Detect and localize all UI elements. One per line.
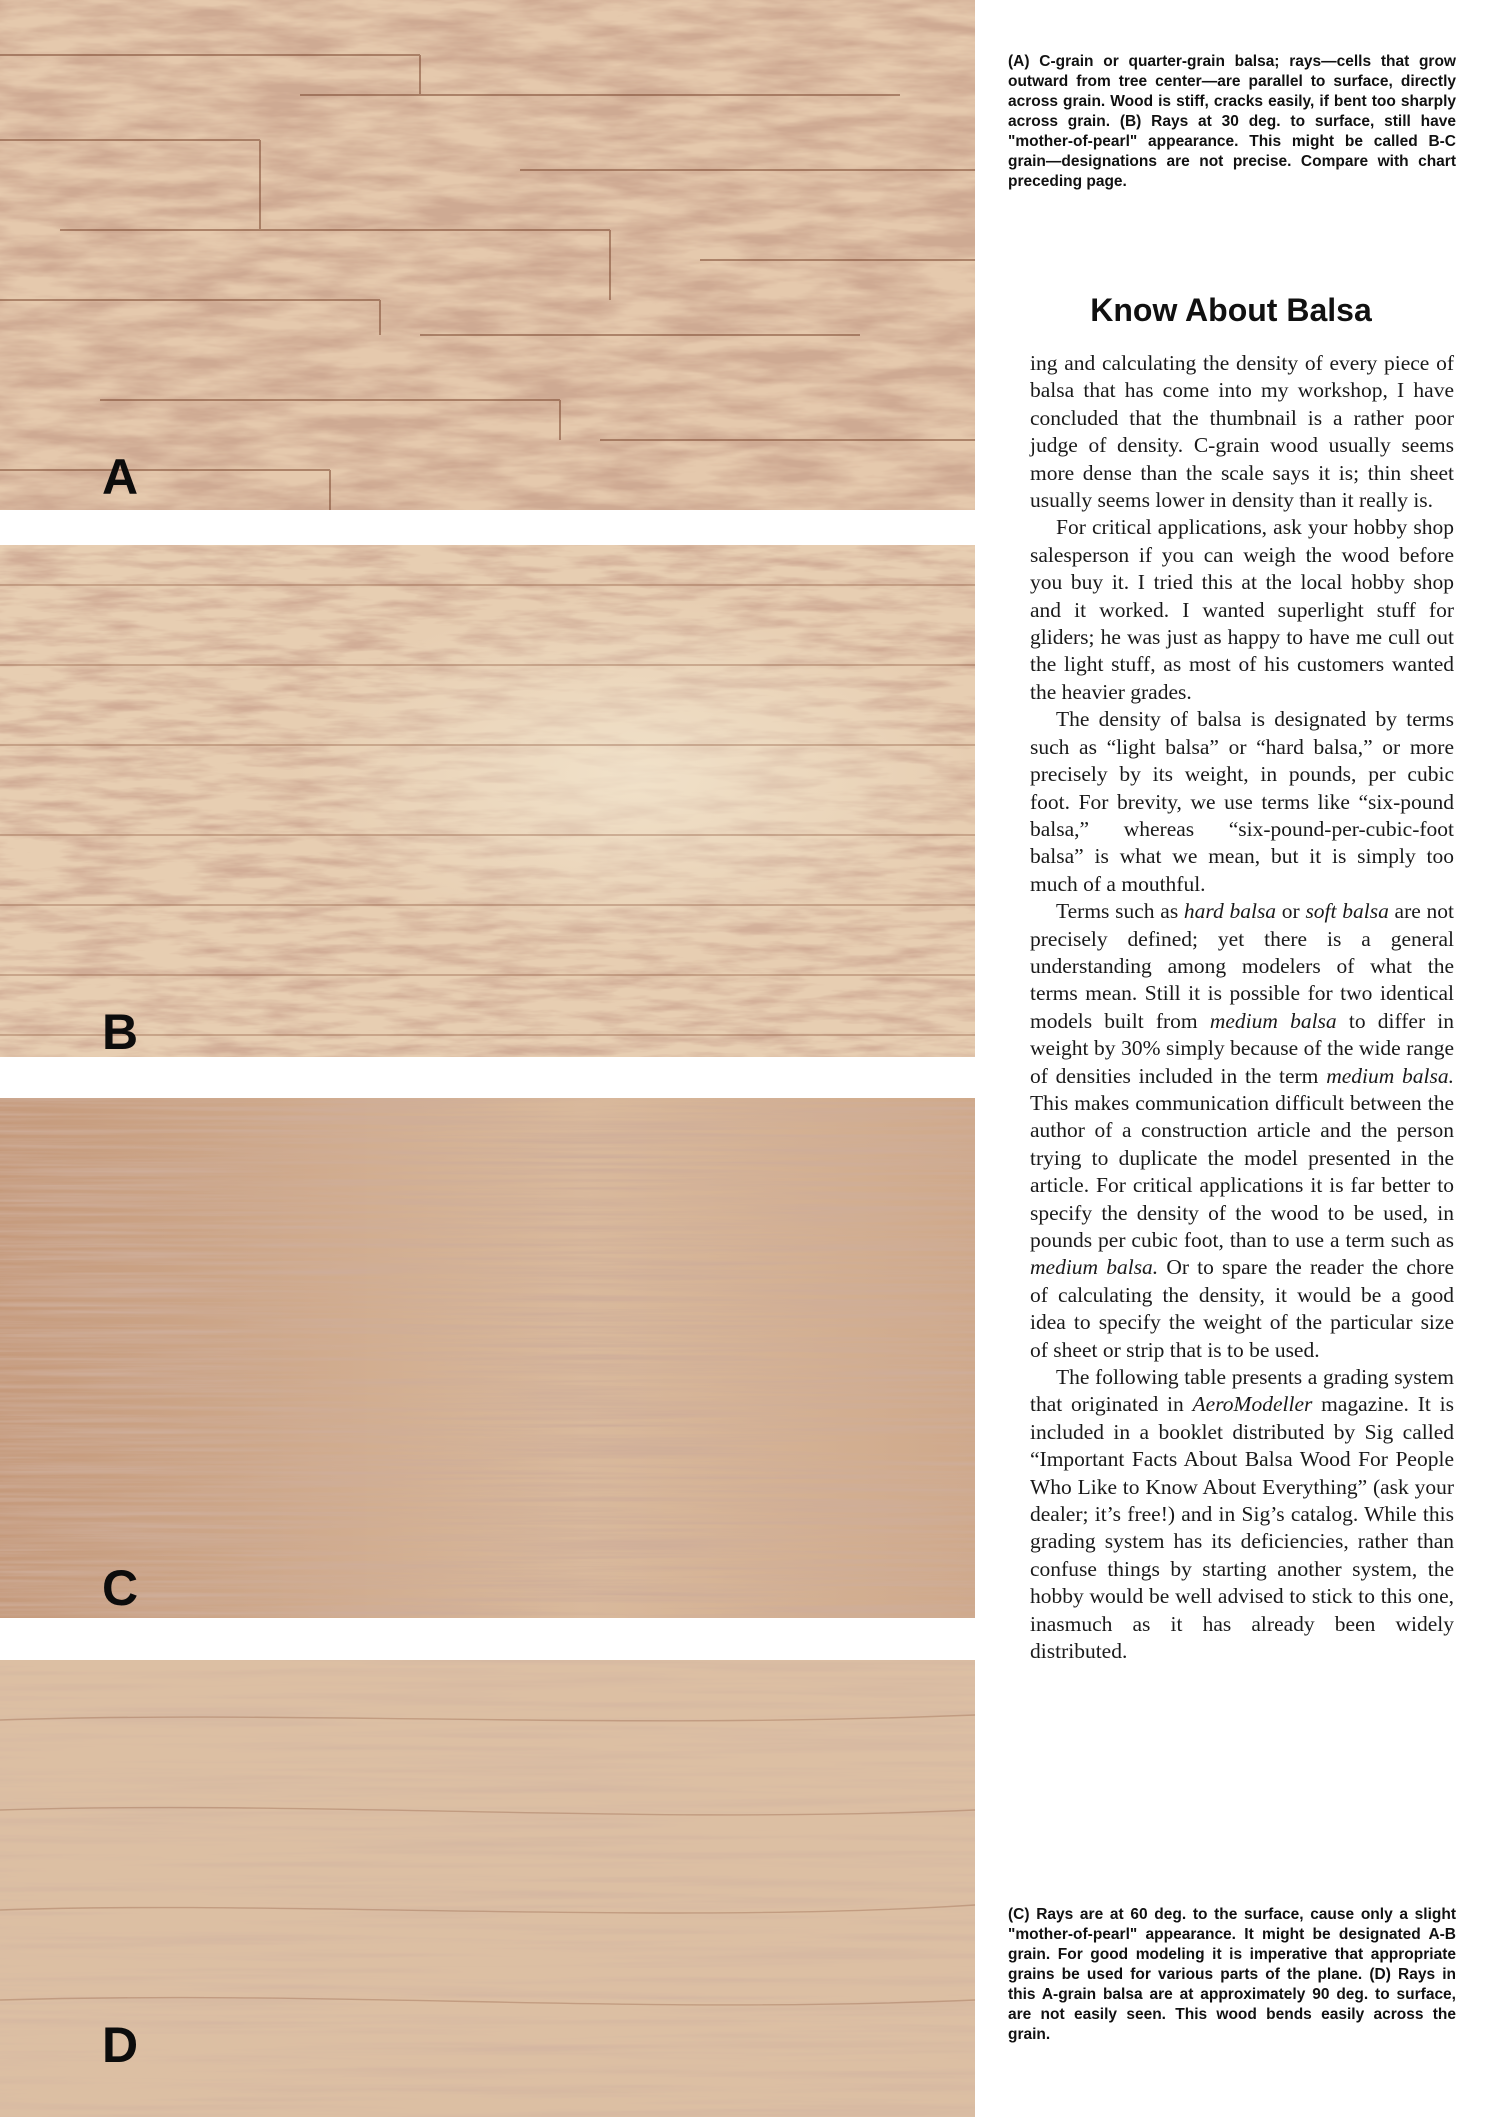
paragraph-3: The density of balsa is designated by terms such as “light balsa” or “hard balsa,” or more precisely by its weight, in pounds, per cubic foot. For brevity, we use terms like “six-pound balsa,” whereas “six-pound-per-cubic-foot balsa” is what we mean, but it is simply too much of a mouthful. bbox=[1030, 707, 1454, 896]
photo-c-ab-grain-balsa bbox=[0, 1098, 975, 1618]
wood-texture-d bbox=[0, 1660, 975, 2117]
caption-top: (A) C-grain or quarter-grain balsa; rays—cells that grow outward from tree center—are parallel to surface, directly across grain. Wood is stiff, cracks easily, if bent too sharply across grain. (B) Rays at 30 deg. to surface, still have "mother-of-pearl" appearance. This might be called B-C grain—designations are not precise. Compare with chart preceding page. bbox=[1008, 53, 1456, 190]
article-body bbox=[1030, 350, 1454, 1666]
photo-label-a: A bbox=[102, 449, 139, 505]
paragraph-4: Terms such as hard balsa or soft balsa are not precisely defined; yet there is a general understanding among modelers of what the terms mean. Still it is possible for two identical models built from medium balsa to differ in weight by 30% simply because of the wide range of densities included in the term medium balsa. This makes communication difficult between the author of a construction article and the person trying to duplicate the model presented in the article. For critical applications it is far better to specify the density of the wood to be used, in pounds per cubic foot, than to use a term such as medium balsa. Or to spare the reader the chore of calculating the density, it would be a good idea to specify the weight of the particular size of sheet or strip that is to be used. bbox=[1030, 899, 1454, 1362]
wood-texture-b bbox=[0, 545, 975, 1057]
photo-a-c-grain-balsa bbox=[0, 0, 975, 510]
photo-b-bc-grain-balsa bbox=[0, 545, 975, 1057]
wood-texture-a bbox=[0, 0, 975, 510]
photo-d-a-grain-balsa bbox=[0, 1660, 975, 2117]
caption-bottom: (C) Rays are at 60 deg. to the surface, cause only a slight "mother-of-pearl" appearance. It might be designated A-B grain. For good modeling it is imperative that appropriate grains be used for various parts of the plane. (D) Rays in this A-grain balsa are at approximately 90 deg. to surface, are not easily seen. This wood bends easily across the grain. bbox=[1008, 1906, 1456, 2043]
photo-label-c: C bbox=[102, 1560, 139, 1616]
paragraph-2: For critical applications, ask your hobby shop salesperson if you can weigh the wood before you buy it. I tried this at the local hobby shop and it worked. I wanted superlight stuff for gliders; he was just as happy to have me cull out the light stuff, as most of his customers wanted the heavier grades. bbox=[1030, 515, 1454, 704]
wood-texture-c bbox=[0, 1098, 975, 1618]
paragraph-1: ing and calculating the density of every piece of balsa that has come into my workshop, I have concluded that the thumbnail is a rather poor judge of density. C-grain wood usually seems more dense than the scale says it is; thin sheet usually seems lower in density than it really is. bbox=[1030, 351, 1454, 513]
page-heading: Know About Balsa bbox=[1090, 292, 1372, 328]
paragraph-5: The following table presents a grading system that originated in AeroModeller magazine. It is included in a booklet distributed by Sig called “Important Facts About Balsa Wood For People Who Like to Know About Everything” (ask your dealer; it’s free!) and in Sig’s catalog. While this grading system has its deficiencies, rather than confuse things by starting another system, the hobby would be well advised to stick to this one, inasmuch as it has already been widely distributed. bbox=[1030, 1365, 1454, 1664]
photo-label-b: B bbox=[102, 1004, 139, 1057]
photo-label-d: D bbox=[102, 2017, 139, 2073]
